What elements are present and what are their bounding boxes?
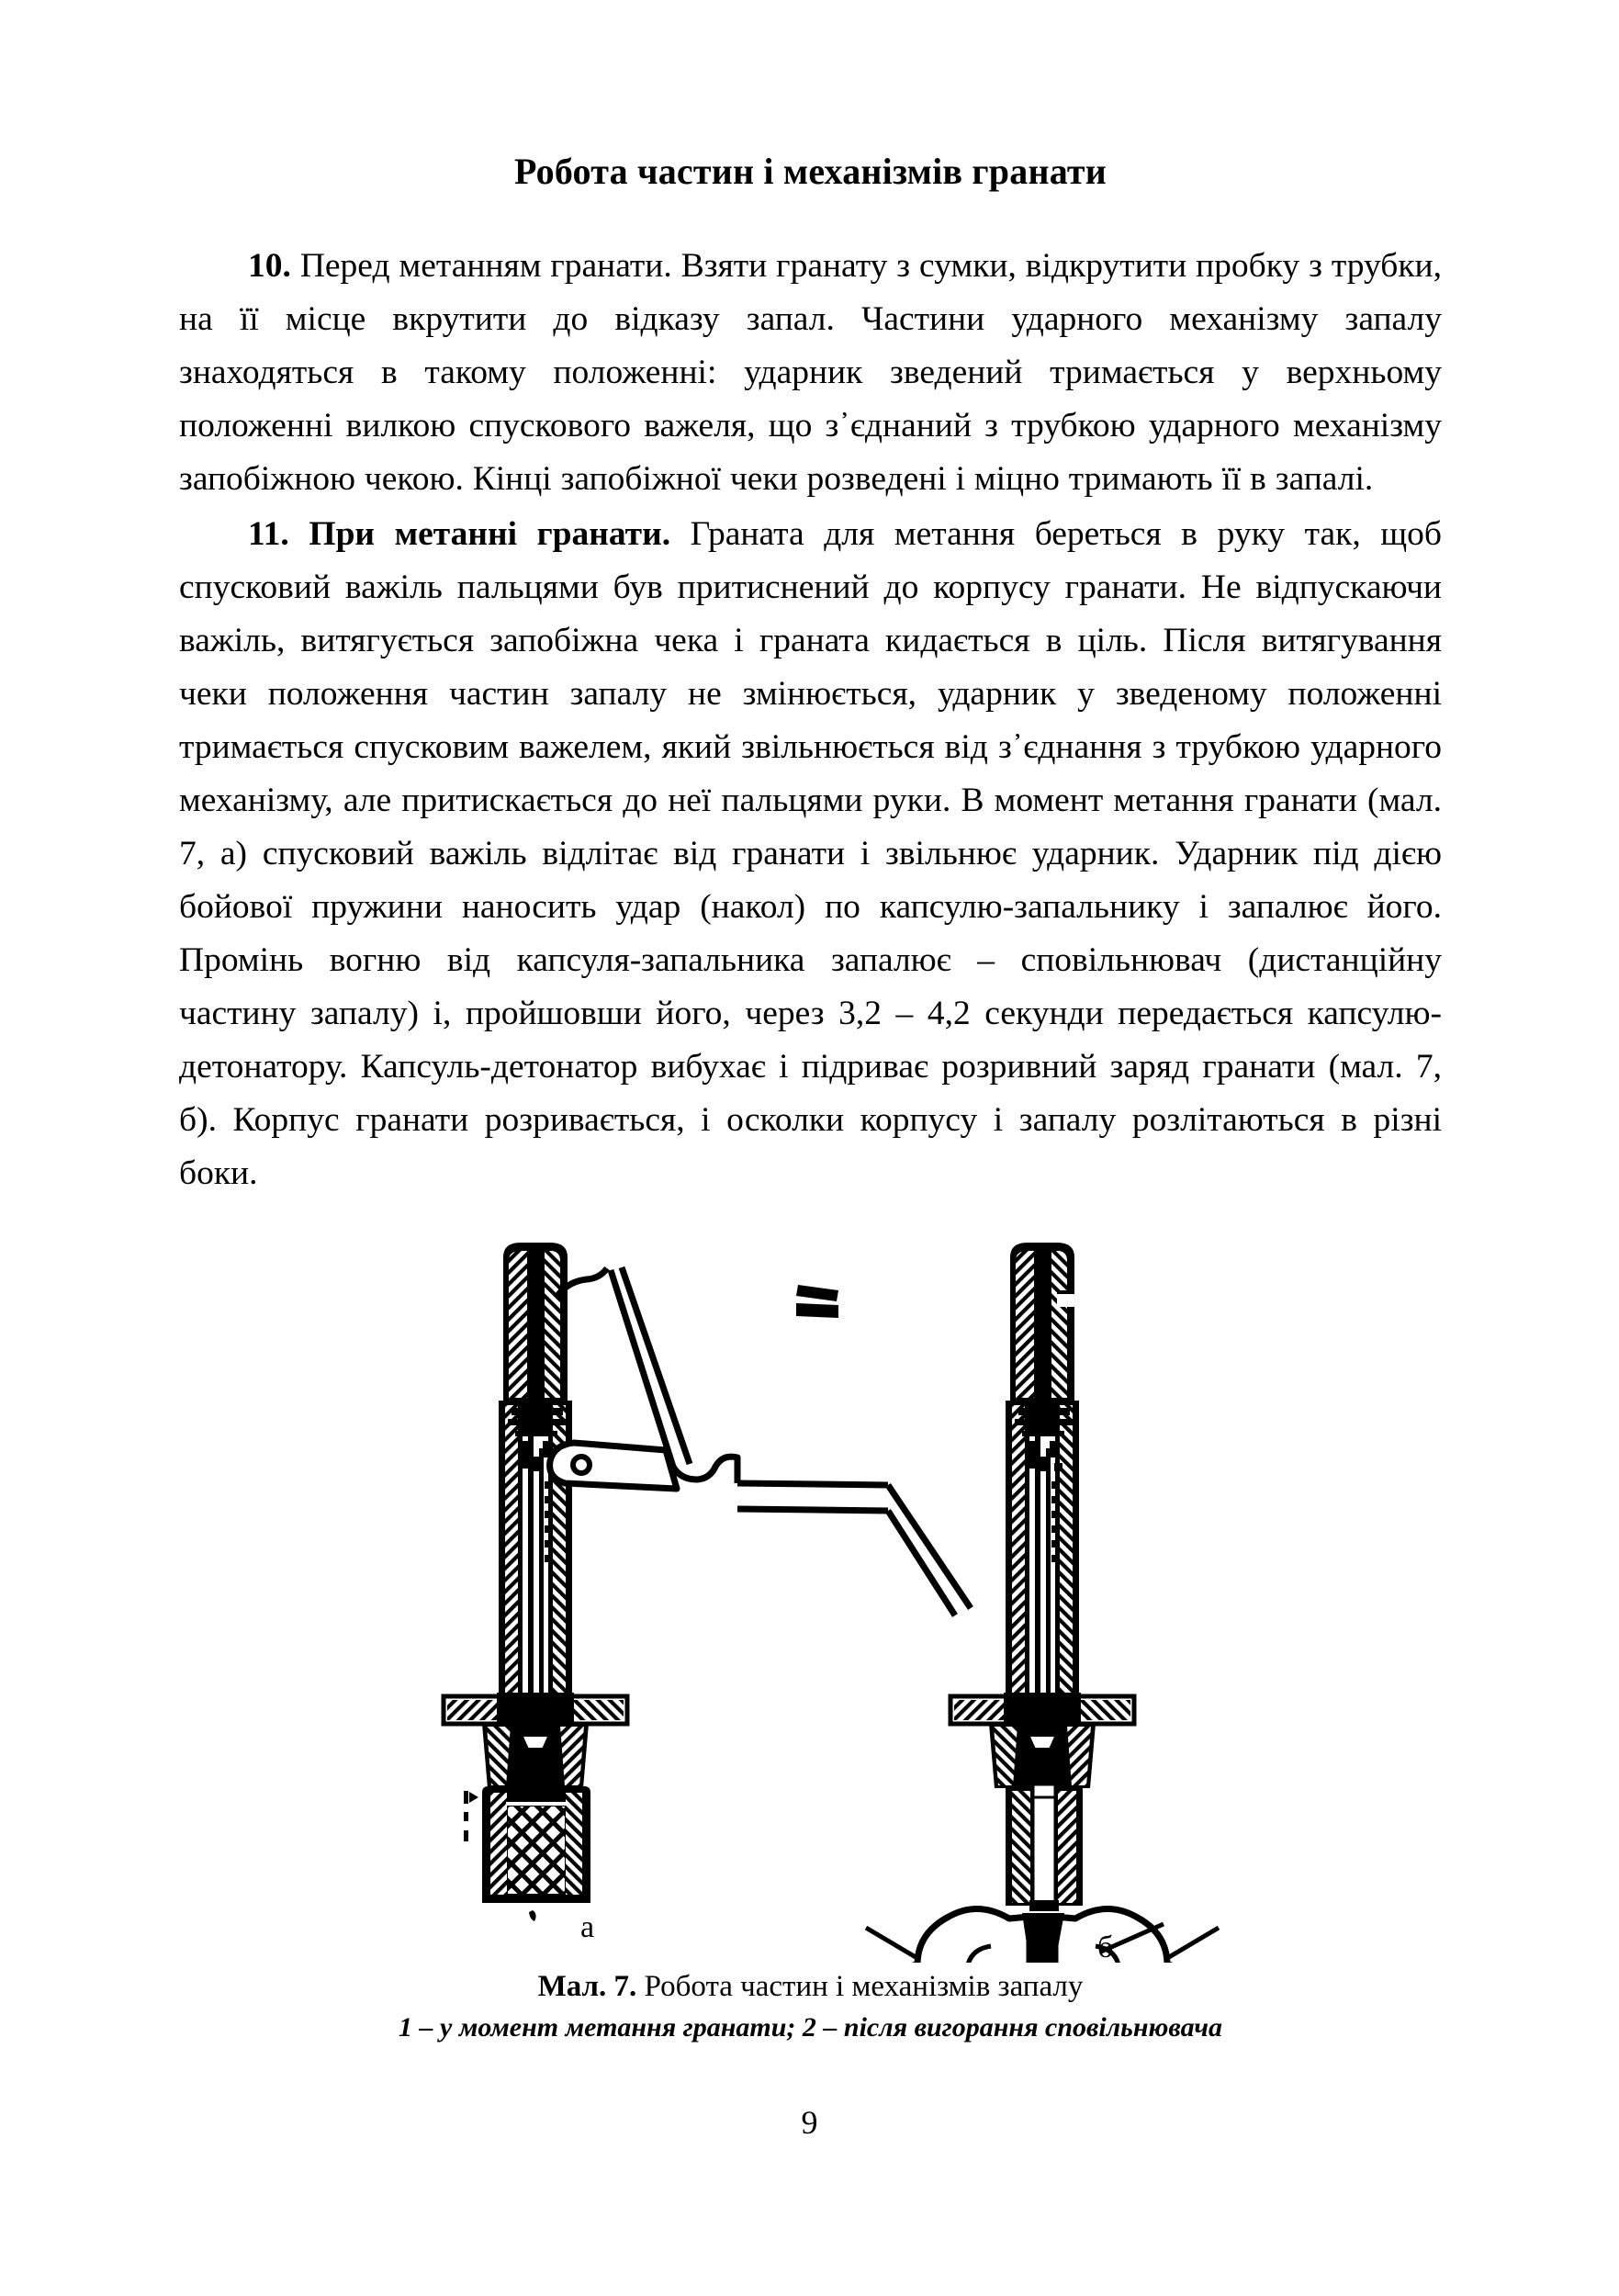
fuze-flange-b xyxy=(950,1693,1134,1728)
section-tick-marks-a xyxy=(464,1791,478,1841)
threaded-neck-b xyxy=(989,1724,1096,1788)
fuze-tube-b xyxy=(1006,1401,1079,1704)
figure-caption-number: Мал. 7. xyxy=(537,1970,637,2003)
paragraph-10-lead: 10. xyxy=(248,247,291,285)
figure-label-a: а xyxy=(580,1910,595,1944)
figure-label-b: б xyxy=(1097,1930,1114,1964)
fuze-flange-a xyxy=(444,1693,627,1728)
grenade-body-a xyxy=(482,1786,590,1921)
grenade-fuze-diagram xyxy=(179,1237,1442,1963)
fuze-upper-housing-a xyxy=(503,1243,568,1402)
figure-b-group xyxy=(853,1243,1233,1963)
page-title: Робота частин і механізмів гранати xyxy=(514,151,1107,192)
figure-7 xyxy=(179,1237,1442,1963)
paragraph-11 xyxy=(179,508,1442,1200)
threaded-neck-a xyxy=(482,1724,589,1788)
paragraph-11-lead: 11. При метанні гранати. xyxy=(248,515,671,553)
figure-a-group xyxy=(444,1243,971,1921)
detonator-stem-b xyxy=(1006,1784,1083,1911)
figure-caption-title: Робота частин і механізмів запалу xyxy=(636,1970,1084,2003)
fuze-upper-housing-b xyxy=(1010,1243,1074,1402)
paragraph-11-text: Граната для метання береться в руку так, щоб спусковий важіль пальцями був притиснений до корпусу гранати. Не відпускаючи важіль, витягується запобіжна чека і граната кидається в ціль. Після витягування чеки положення частин запалу не змінюється, ударник у зведеному положенні тримається спусковим важелем, який звільнюється від з᾽єднання з трубкою ударного механізму, але притискається до неї пальцями руки. В момент метання гранати (мал. 7, а) спусковий важіль відлітає від гранати і звільнює ударник. Ударник під дією бойової пружини наносить удар (накол) по капсулю-запальнику і запалює його. Промінь вогню від капсуля-запальника запалює – сповільнювач (дистанційну частину запалу) і, пройшовши його, через 3,2 – 4,2 секунди передається капсулю-детонатору. Капсуль-детонатор вибухає і підриває розривний заряд гранати (мал. 7, б). Корпус гранати розривається, і осколки корпусу і запалу розлітаються в різні боки. xyxy=(179,515,1443,1192)
ink-speck xyxy=(796,1285,838,1318)
paragraph-10-text: Перед метанням гранати. Взяти гранату з сумки, відкрутити пробку з трубки, на її місце вкрутити до відказу запал. Частини ударного механізму запалу знаходяться в такому положенні: ударник зведений тримається у верхньому положенні вилкою спускового важеля, що з᾽єднаний з трубкою ударного механізму запобіжною чекою. Кінці запобіжної чеки розведені і міцно тримають її в запалі. xyxy=(179,247,1442,498)
page-number: 9 xyxy=(801,2104,818,2141)
figure-caption-legend: 1 – у момент метання гранати; 2 – після вигорання сповільнювача xyxy=(399,2012,1222,2043)
lever-plate-a xyxy=(550,1443,677,1489)
safety-lever-a xyxy=(557,1267,971,1615)
figure-caption xyxy=(179,1966,1442,2007)
page-content xyxy=(179,0,1442,2047)
paragraph-10 xyxy=(179,240,1442,506)
